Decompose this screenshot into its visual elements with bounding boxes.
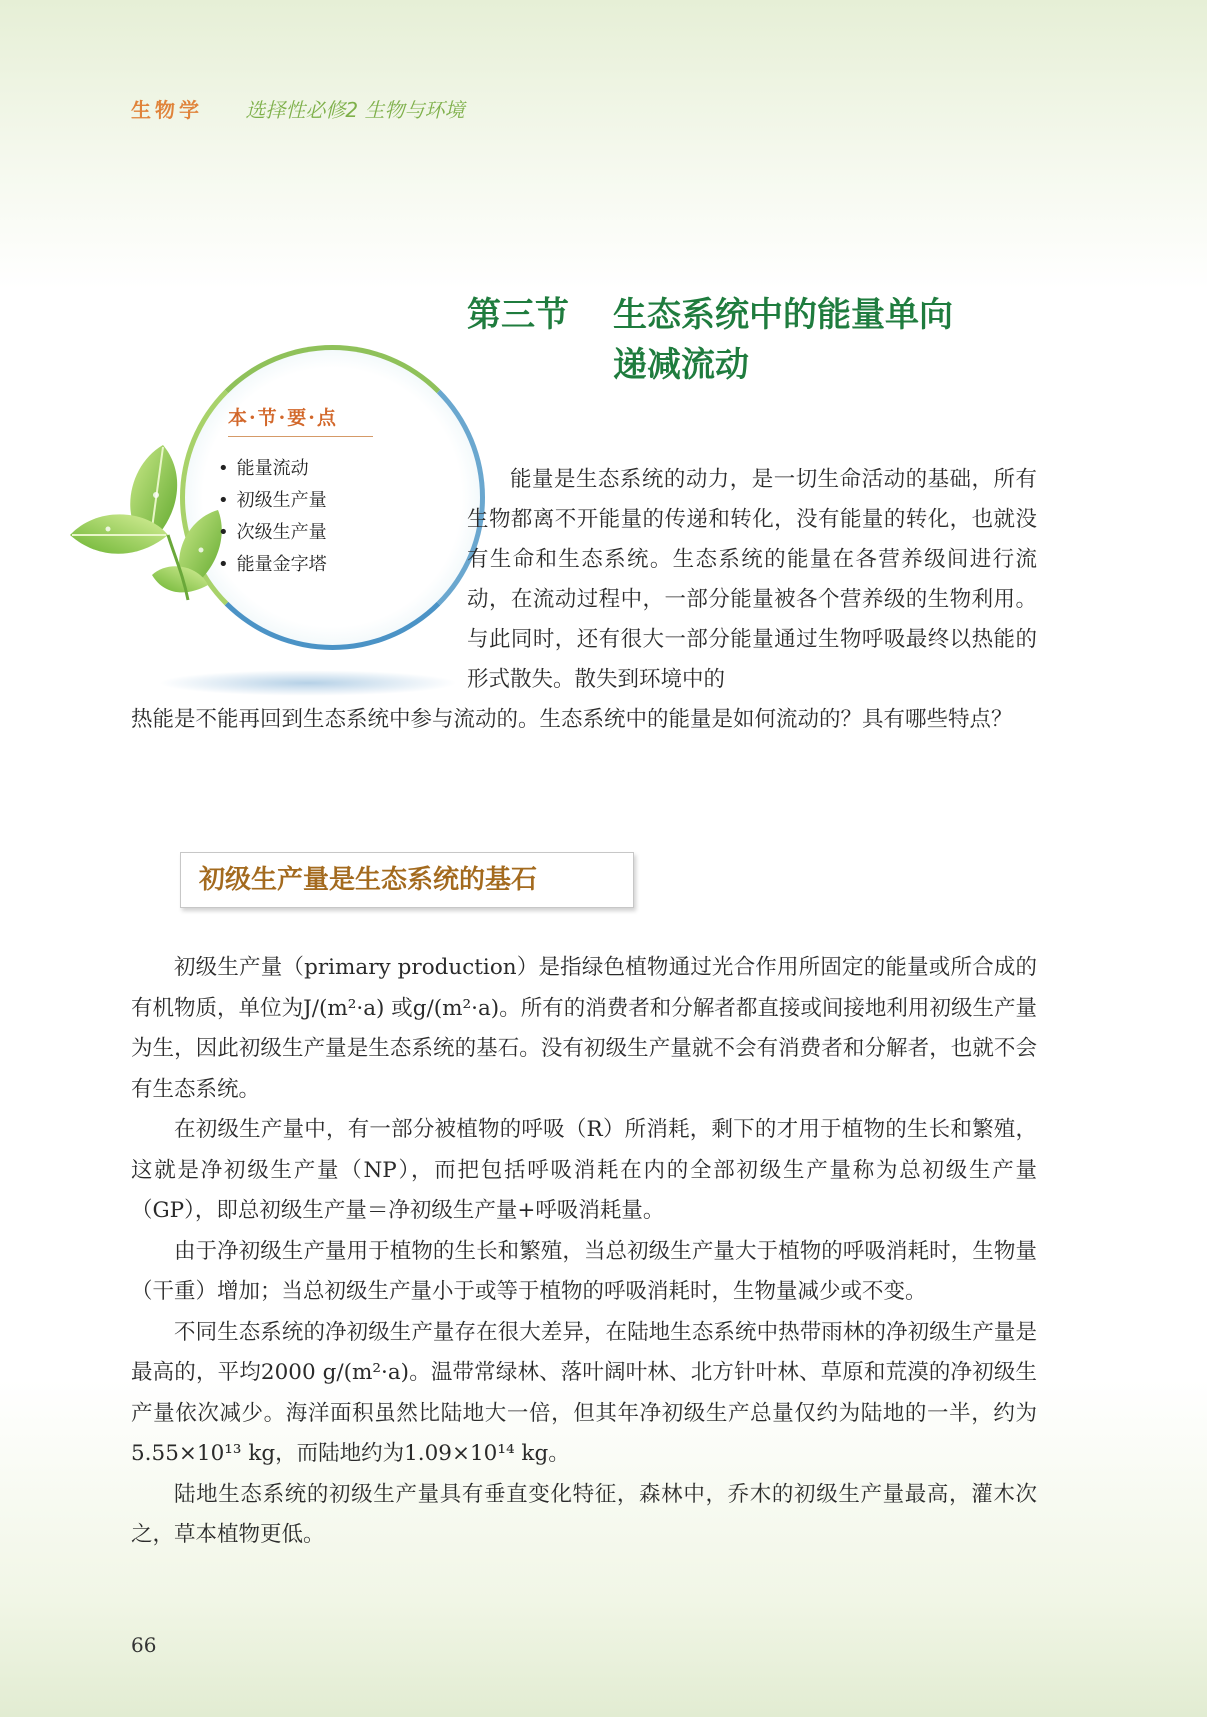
key-point-item: • 能量流动: [218, 453, 327, 485]
key-point-item: • 次级生产量: [218, 517, 327, 549]
paragraph: 陆地生态系统的初级生产量具有垂直变化特征，森林中，乔木的初级生产量最高，灌木次之，草本植物更低。: [131, 1481, 1037, 1547]
section-title-line1: 生态系统中的能量单向: [613, 295, 953, 335]
running-header: [131, 94, 464, 123]
key-points-shadow: [158, 670, 458, 696]
paragraph: 不同生态系统的净初级生产量存在很大差异，在陆地生态系统中热带雨林的净初级生产量是最高的，平均2000 g/(m²·a)。温带常绿林、落叶阔叶林、北方针叶林、草原和荒漠的净初级生产量依次减少。海洋面积虽然比陆地大一倍，但其年净初级生产总量仅约为陆地的一半，约为5.55×10¹³ kg，而陆地约为1.09×10¹⁴ kg。: [131, 1319, 1037, 1466]
intro-paragraph: 能量是生态系统的动力，是一切生命活动的基础，所有生物都离不开能量的传递和转化，没有能量的转化，也就没有生命和生态系统。生态系统的能量在各营养级间进行流动，在流动过程中，一部分能量被各个营养级的生物利用。与此同时，还有很大一部分能量通过生物呼吸最终以热能的形式散失。散失到环境中的: [467, 467, 1037, 692]
leaves-icon: [68, 425, 238, 625]
key-points-title: 本·节·要·点: [228, 403, 373, 437]
section-title: [467, 290, 953, 390]
key-points-list: [218, 453, 327, 581]
section-title-line2: 递减流动: [613, 345, 749, 385]
book-title: 选择性必修2 生物与环境: [245, 98, 465, 122]
body-paragraphs: [131, 948, 1037, 1556]
paragraph: 由于净初级生产量用于植物的生长和繁殖，当总初级生产量大于植物的呼吸消耗时，生物量（干重）增加；当总初级生产量小于或等于植物的呼吸消耗时，生物量减少或不变。: [131, 1238, 1037, 1304]
paragraph: 初级生产量（primary production）是指绿色植物通过光合作用所固定的能量或所合成的有机物质，单位为J/(m²·a) 或g/(m²·a)。所有的消费者和分解者都直接或间接地利用初级生产量为生，因此初级生产量是生态系统的基石。没有初级生产量就不会有消费者和分解者，也就不会有生态系统。: [131, 955, 1037, 1102]
key-point-item: • 能量金字塔: [218, 549, 327, 581]
page-number: 66: [131, 1633, 157, 1657]
paragraph: 在初级生产量中，有一部分被植物的呼吸（R）所消耗，剩下的才用于植物的生长和繁殖，这就是净初级生产量（NP），而把包括呼吸消耗在内的全部初级生产量称为总初级生产量（GP），即总初级生产量＝净初级生产量+呼吸消耗量。: [131, 1117, 1037, 1223]
section-number: 第三节: [467, 295, 569, 335]
intro-paragraph-continued: 热能是不能再回到生态系统中参与流动的。生态系统中的能量是如何流动的？具有哪些特点？: [131, 707, 1013, 732]
subject-name: 生物学: [131, 98, 203, 122]
subheading-text: 初级生产量是生态系统的基石: [199, 865, 538, 895]
key-points-box: [68, 345, 438, 695]
key-point-item: • 初级生产量: [218, 485, 327, 517]
subheading-box: [180, 852, 634, 908]
